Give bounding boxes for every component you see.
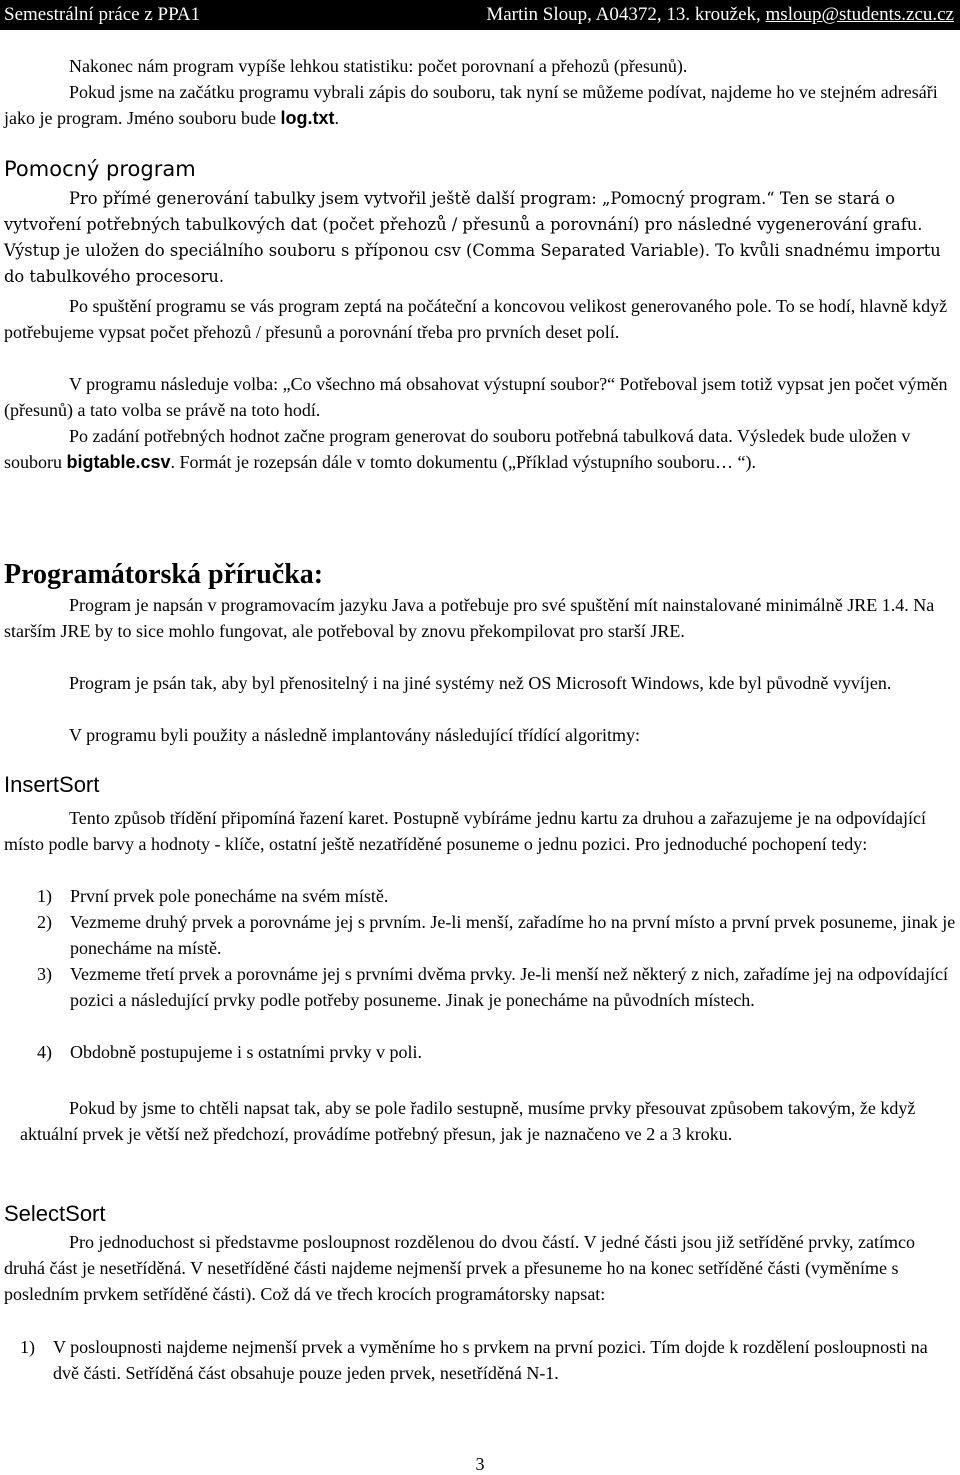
- selectsort-heading: SelectSort: [4, 1201, 106, 1226]
- intro-paragraph-2-end: .: [334, 108, 339, 128]
- header-course-title: Semestrální práce z PPA1: [4, 4, 201, 25]
- list-item-text: První prvek pole ponecháme na svém místě.: [70, 886, 389, 906]
- list-item-number: 1): [37, 886, 52, 906]
- selectsort-paragraph-1: Pro jednoduchost si představme posloupnost rozdělenou do dvou částí. V jedné části jsou již setříděné prvky, zatímco druhá část je nesetříděná. V nesetříděné části najdeme nejmenší prvek a přesuneme ho na konec setříděné části (vyměníme s posledním prvkem setříděné části). Což dá ve třech krocích programátorsky napsat:: [4, 1232, 915, 1304]
- helper-paragraph-2: Po spuštění programu se vás program zeptá na počáteční a koncovou velikost generovaného pole. To se hodí, hlavně když potřebujeme vypsat počet přehozů / přesunů a porovnání třeba pro prvních deset polí.: [4, 296, 948, 342]
- header-author-info: Martin Sloup, A04372, 13. kroužek,: [486, 4, 766, 25]
- header-author: [486, 4, 954, 26]
- page-header: [0, 0, 960, 30]
- log-filename: log.txt: [280, 108, 335, 128]
- helper-paragraph-4-end: . Formát je rozepsán dále v tomto dokumentu („Příklad výstupního souboru… “).: [170, 452, 756, 472]
- helper-program-heading: Pomocný program: [4, 157, 196, 181]
- intro-paragraph-2-text: Pokud jsme na začátku programu vybrali zápis do souboru, tak nyní se můžeme podívat, najdeme ho ve stejném adresáři jako je program. Jméno souboru bude: [4, 82, 938, 128]
- list-item-text: Vezmeme třetí prvek a porovnáme jej s prvními dvěma prvky. Je-li menší než některý z nich, zařadíme jej na odpovídající pozici a následující prvky podle potřeby posuneme. Jinak je ponecháme na původních místech.: [70, 964, 949, 1010]
- insertsort-paragraph-1: Tento způsob třídění připomíná řazení karet. Postupně vybíráme jednu kartu za druhou a zařazujeme je na odpovídající místo podle barvy a hodnoty - klíče, ostatní ještě nezatříděné posuneme o jednu pozici. Pro jednoduché pochopení tedy:: [4, 808, 926, 854]
- intro-paragraph-1: Nakonec nám program vypíše lehkou statistiku: počet porovnaní a přehozů (přesunů).: [69, 56, 688, 76]
- helper-paragraph-3: V programu následuje volba: „Co všechno má obsahovat výstupní soubor?“ Potřeboval jsem totiž vypsat jen počet výměn (přesunů) a tato volba se právě na toto hodí.: [4, 374, 948, 420]
- header-email-link[interactable]: msloup@students.zcu.cz: [765, 4, 954, 25]
- helper-paragraph-1: Pro přímé generování tabulky jsem vytvořil ještě další program: „Pomocný program.“ Ten se stará o vytvoření potřebných tabulkových dat (počet přehozů / přesunů a porovnání) pro následné vygenerování grafu. Výstup je uložen do speciálního souboru s příponou csv (Comma Separated Variable). To kvůli snadnému importu do tabulkového procesoru.: [4, 189, 941, 286]
- bigtable-filename: bigtable.csv: [66, 452, 171, 472]
- guide-paragraph-3: V programu byli použity a následně implantovány následující třídící algoritmy:: [69, 725, 641, 745]
- list-item-text: Obdobně postupujeme i s ostatními prvky v poli.: [70, 1042, 422, 1062]
- insertsort-paragraph-2: Pokud by jsme to chtěli napsat tak, aby se pole řadilo sestupně, musíme prvky přesouvat způsobem takovým, že když aktuální prvek je větší než předchozí, provádíme potřebný přesun, jak je naznačeno ve 2 a 3 kroku.: [20, 1098, 916, 1144]
- intro-paragraph-2: [4, 79, 956, 131]
- list-item-number: 2): [37, 912, 52, 932]
- helper-paragraph-4-text: Po zadání potřebných hodnot začne program generovat do souboru potřebná tabulková data. Výsledek bude uložen v souboru: [4, 426, 911, 472]
- programmer-guide-heading: Programátorská příručka:: [4, 559, 324, 590]
- list-item-number: 3): [37, 964, 52, 984]
- helper-paragraph-4: [4, 423, 956, 475]
- guide-paragraph-2: Program je psán tak, aby byl přenositelný i na jiné systémy než OS Microsoft Windows, kde byl původně vyvíjen.: [69, 673, 892, 693]
- list-item-text: Vezmeme druhý prvek a porovnáme jej s prvním. Je-li menší, zařadíme ho na první místo a první prvek posuneme, jinak je ponecháme na místě.: [70, 912, 956, 958]
- list-item-number: 1): [20, 1337, 35, 1357]
- guide-paragraph-1: Program je napsán v programovacím jazyku Java a potřebuje pro své spuštění mít nainstalované minimálně JRE 1.4. Na starším JRE by to sice mohlo fungovat, ale potřeboval by znovu překompilovat pro starší JRE.: [4, 595, 935, 641]
- list-item-text: V posloupnosti najdeme nejmenší prvek a vyměníme ho s prvkem na první pozici. Tím dojde k rozdělení posloupnosti na dvě části. Setříděná část obsahuje pouze jeden prvek, nesetříděná N-1.: [53, 1337, 928, 1383]
- list-item-number: 4): [37, 1042, 52, 1062]
- insertsort-heading: InsertSort: [4, 772, 100, 797]
- page-number: 3: [475, 1454, 485, 1474]
